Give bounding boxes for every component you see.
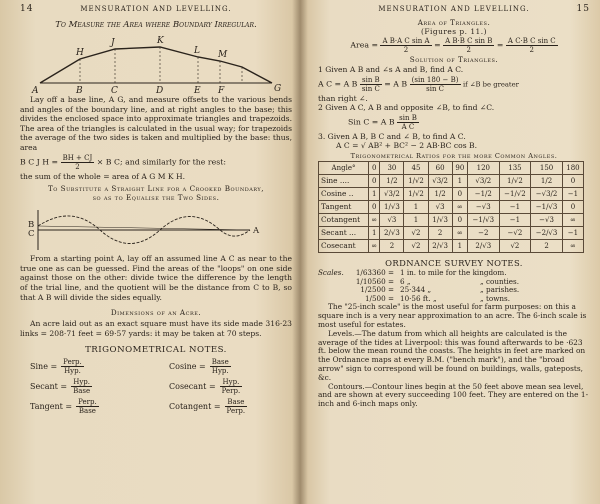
label-a: A	[32, 86, 39, 95]
row-label: Cosecant	[319, 239, 369, 252]
label-j: J	[111, 38, 115, 48]
table-cell: √3/2	[467, 174, 499, 187]
trig-note: Secant = $\frac{\text{Hyp.}}{\text{Base}}$	[30, 378, 91, 396]
paragraph-straight-line: From a starting point A, lay off an assumed line A C as near to the true one as can be guessed. Find the areas of the "loops" on one side against those on the other: divide twice the difference by the length of the trial line, and the quotient will be the distance from C to B, so that A B will divide the sides equally.	[20, 254, 292, 302]
page-number: 15	[576, 4, 590, 14]
table-cell: √3/2	[428, 174, 452, 187]
table-cell: √3	[380, 213, 404, 226]
table-header-row	[319, 161, 584, 174]
label-a2: A	[253, 226, 260, 237]
solution-3: 3. Given A B, B C and ∠ B, to find A C.	[318, 131, 466, 141]
running-head: MENSURATION AND LEVELLING.	[378, 5, 530, 13]
paragraph-offsets: Lay off a base line, A G, and measure offsets to the various bends and angles of the boundary line, and at right angles to the base; this divides the enclosed space into approximate triangles and trapezoids. The area of the triangles is calculated in the usual way; for trapezoids the average of the two sides is taken and multiplied by the base: thus, area	[20, 95, 292, 152]
angle-header: Angle°	[319, 161, 369, 174]
table-row	[319, 213, 584, 226]
label-f: F	[218, 86, 225, 95]
table-cell: ∞	[562, 239, 583, 252]
row-label: Cosine ..	[319, 187, 369, 200]
running-head: MENSURATION AND LEVELLING.	[80, 5, 232, 13]
table-cell: −1	[499, 200, 531, 213]
table-cell: 1/2	[380, 174, 404, 187]
table-cell: 2/√3	[428, 239, 452, 252]
scale-row: Scales. 1/63360 = 1 in. to mile for the kingdom.	[318, 267, 507, 277]
right-page	[300, 0, 600, 504]
trig-note: Tangent = $\frac{\text{Perp.}}{\text{Base}}$	[30, 398, 97, 416]
table-cell: 1/√3	[380, 200, 404, 213]
scales-list	[318, 269, 590, 303]
label-l: L	[194, 46, 200, 56]
table-cell: ∞	[452, 226, 467, 239]
table-cell: √3	[428, 200, 452, 213]
solution-2: 2 Given A C, A B and opposite ∠B, to find ∠C.	[318, 103, 495, 113]
table-row	[319, 239, 584, 252]
formula-lhs: B C J H =	[20, 157, 59, 167]
irregular-boundary-figure	[20, 31, 292, 95]
table-cell: 0	[562, 174, 583, 187]
solution-1-formula: A C = A B $\frac{\text{sin B}}{\text{sin C}}$ = A B $\frac{(\sin 180 - B)}{\text{sin C}}$ if ∠B be greater	[318, 75, 519, 93]
label-b2: B	[28, 220, 35, 231]
formula-fraction: $\frac{BH + CJ}{2}$	[62, 153, 93, 171]
right-header	[318, 4, 590, 18]
left-header	[20, 4, 292, 18]
table-cell: −1	[499, 213, 531, 226]
area-formula: Area = $\frac{\text{A B·A C sin A}}{2}$ = $\frac{\text{A B·B C sin B}}{2}$ = $\frac{\text{A C·B C sin C}}{2}$	[350, 37, 556, 54]
table-cell: ∞	[369, 239, 380, 252]
table-cell: 1/√2	[404, 174, 428, 187]
ratios-heading: Trigonometrical Ratios for the more Common Angles.	[350, 151, 558, 160]
paragraph-acre: An acre laid out as an exact square must have its side made 316·23 links = 208·71 feet = 69·57 yards: it may be taken at 70 steps.	[20, 319, 292, 338]
table-cell: ∞	[369, 213, 380, 226]
angle-cell: 150	[531, 161, 563, 174]
label-d: D	[156, 86, 164, 95]
table-cell: 0	[562, 200, 583, 213]
table-cell: 1/2	[531, 174, 563, 187]
angle-cell: 180	[562, 161, 583, 174]
solution-1: 1 Given A B and ∠s A and B, find A C.	[318, 65, 464, 74]
table-cell: 0	[369, 200, 380, 213]
section-heading: To Measure the Area where Boundary Irregular.	[55, 20, 257, 30]
table-cell: 0	[369, 174, 380, 187]
row-label: Cotangent	[319, 213, 369, 226]
table-cell: 1	[452, 174, 467, 187]
table-cell: √2	[404, 226, 428, 239]
table-cell: √3/2	[380, 187, 404, 200]
trig-note: Sine = $\frac{\text{Perp.}}{\text{Hyp.}}$	[30, 358, 82, 376]
paragraph-contours: Contours.—Contour lines begin at the 50 feet above mean sea level, and are shown at every succeeding 100 feet. They are entered on the 1-inch and 6-inch maps only.	[318, 381, 589, 409]
angle-cell: 0	[369, 161, 380, 174]
table-cell: √2	[404, 239, 428, 252]
table-cell: −1/√3	[467, 213, 499, 226]
table-cell: 0	[452, 213, 467, 226]
figures-note: (Figures p. 11.)	[421, 27, 487, 36]
book-gutter	[292, 0, 308, 504]
table-cell: 2	[380, 239, 404, 252]
table-cell: ∞	[562, 213, 583, 226]
label-c2: C	[28, 229, 35, 240]
formula-rhs: × B C; and similarly for the rest:	[96, 157, 226, 167]
table-cell: 1	[404, 200, 428, 213]
page-number: 14	[20, 4, 34, 14]
table-row	[319, 187, 584, 200]
row-label: Secant ...	[319, 226, 369, 239]
scale-row: 1/500 = 10·56 ft. „ „ towns.	[364, 293, 510, 303]
section-heading-2a: To Substitute a Straight Line for a Crooked Boundary,	[47, 184, 265, 194]
section-heading-2b: so as to Equalise the Two Sides.	[92, 193, 220, 203]
table-cell: 2/√3	[380, 226, 404, 239]
table-cell: −√3	[531, 213, 563, 226]
area-heading: Area of Triangles.	[417, 18, 491, 27]
table-cell: −1	[562, 226, 583, 239]
table-cell: ∞	[452, 200, 467, 213]
table-cell: 0	[452, 187, 467, 200]
table-row	[319, 226, 584, 239]
table-cell: −2/√3	[531, 226, 563, 239]
table-row	[319, 174, 584, 187]
table-cell: −√2	[499, 226, 531, 239]
table-cell: −1	[562, 187, 583, 200]
section-heading-acre: Dimensions of an Acre.	[110, 308, 202, 318]
angle-cell: 120	[467, 161, 499, 174]
scale-row: 1/10560 = 6 „ „ counties.	[355, 276, 520, 286]
angle-cell: 30	[380, 161, 404, 174]
label-c: C	[111, 86, 118, 95]
table-cell: −2	[467, 226, 499, 239]
table-row	[319, 200, 584, 213]
scales-label: Scales.	[318, 267, 344, 277]
trapezoid-formula	[20, 154, 292, 171]
table-cell: 2/√3	[467, 239, 499, 252]
table-cell: 1	[452, 239, 467, 252]
table-cell: 1/√2	[499, 174, 531, 187]
table-cell: 2	[428, 226, 452, 239]
paragraph-sum: the sum of the whole = area of A G M K H.	[20, 171, 186, 181]
solution-2-formula: Sin C = A B $\frac{\text{sin B}}{\text{A C}}$	[348, 113, 417, 131]
label-h: H	[76, 48, 84, 58]
label-m: M	[218, 50, 228, 60]
table-cell: 1/2	[428, 187, 452, 200]
solution-3-formula: A C = √ AB² + BC² − 2 AB·BC cos B.	[336, 141, 478, 151]
trig-note: Cosine = $\frac{\text{Base}}{\text{Hyp.}}$	[169, 358, 229, 376]
table-cell: −√3/2	[531, 187, 563, 200]
trig-ratio-table	[318, 161, 584, 253]
row-label: Sine ....	[319, 174, 369, 187]
solution-1-note: than right ∠.	[318, 93, 368, 103]
paragraph-levels: Levels.—The datum from which all heights are calculated is the average of the tides at Liverpool: this was found afterwards to be ·623 ft. below the mean round the coasts. The heights in feet are marked on the Ordnance maps at every B.M. ("bench mark"), and the "broad arrow" sign to correspond will be found on buildings, walls, gateposts, &c.	[318, 328, 586, 382]
table-cell: −√3	[467, 200, 499, 213]
table-cell: −1/√3	[531, 200, 563, 213]
crooked-boundary-figure	[20, 204, 292, 254]
trig-notes	[20, 358, 292, 415]
solution-heading: Solution of Triangles.	[409, 55, 499, 64]
paragraph-25-inch: The "25-inch scale" is the most useful for farm purposes: on this a square inch is a very near approximation to an acre. The 6-inch scale is most useful for estates.	[318, 302, 587, 329]
ordnance-heading: ORDNANCE SURVEY NOTES.	[385, 257, 523, 268]
table-cell: −1/√2	[499, 187, 531, 200]
angle-cell: 90	[452, 161, 467, 174]
label-e: E	[194, 86, 201, 95]
table-cell: 1/√3	[428, 213, 452, 226]
table-cell: 1	[369, 187, 380, 200]
angle-cell: 45	[404, 161, 428, 174]
row-label: Tangent	[319, 200, 369, 213]
trig-note: Cotangent = $\frac{\text{Base}}{\text{Perp.}}$	[169, 398, 246, 416]
label-b: B	[76, 86, 83, 95]
table-cell: 1	[404, 213, 428, 226]
label-k: K	[157, 36, 164, 46]
angle-cell: 135	[499, 161, 531, 174]
angle-cell: 60	[428, 161, 452, 174]
trig-note: Cosecant = $\frac{\text{Hyp.}}{\text{Perp.}}$	[169, 378, 241, 396]
table-cell: 1	[369, 226, 380, 239]
table-cell: √2	[499, 239, 531, 252]
scale-row: 1/2500 = 25·344 „ „ parishes.	[360, 285, 520, 295]
table-body	[319, 174, 584, 252]
table-cell: 1/√2	[404, 187, 428, 200]
label-g: G	[274, 84, 282, 94]
table-cell: −1/2	[467, 187, 499, 200]
trig-notes-heading: TRIGONOMETRICAL NOTES.	[85, 345, 227, 356]
table-cell: 2	[531, 239, 563, 252]
